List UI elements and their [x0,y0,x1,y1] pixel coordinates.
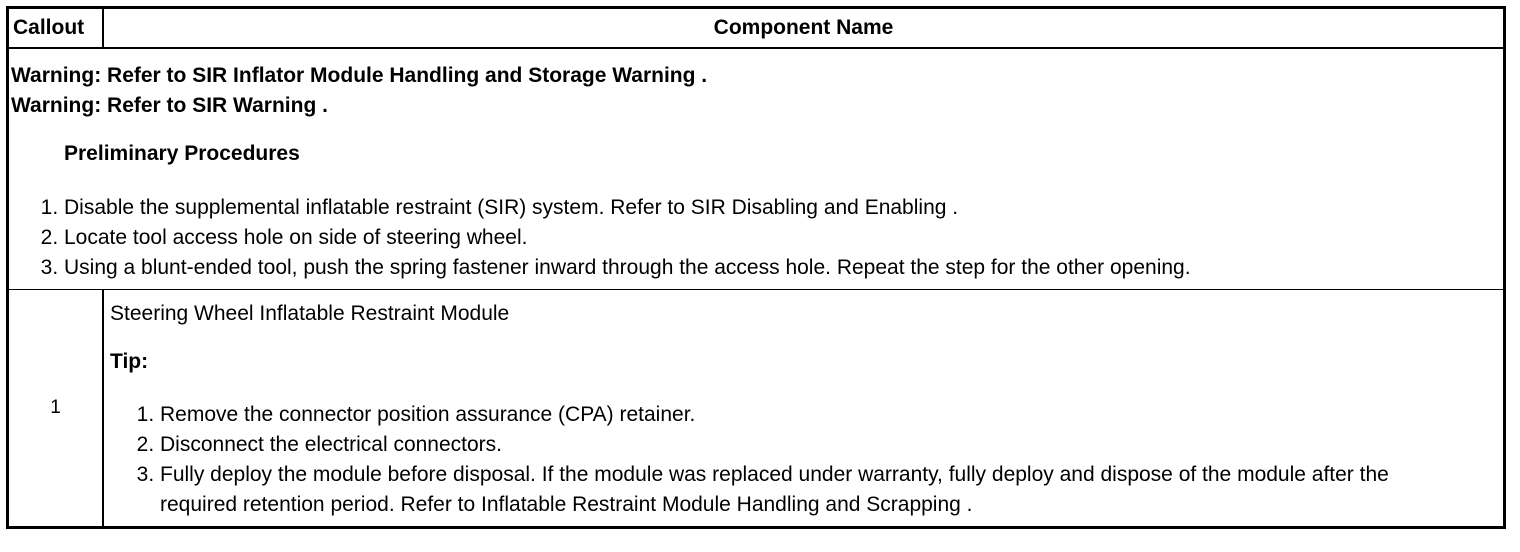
tip-step: 2. Disconnect the electrical connectors. [160,430,1463,460]
callout-number: 1 [9,290,103,527]
table-header-row [9,9,1503,48]
component-table [9,9,1503,526]
warning-inflator-handling: Warning: Refer to SIR Inflator Module Handling and Storage Warning . [11,64,708,87]
tip-steps-list [110,400,1503,520]
procedure-table [6,6,1506,529]
table-row [9,290,1503,527]
preliminary-step: 2. Locate tool access hole on side of steering wheel. [64,223,1503,253]
warning-cell [9,48,1503,290]
callout-column-header: Callout [9,9,103,48]
warning-row [9,48,1503,290]
component-cell [103,290,1503,527]
tip-step: 3. Fully deploy the module before disposal. If the module was replaced under warranty, fully deploy and dispose of the module after the required retention period. Refer to Inflatable Restraint Module Handling and Scrapping . [160,460,1463,520]
preliminary-procedures-title: Preliminary Procedures [64,142,300,165]
preliminary-step: 3. Using a blunt-ended tool, push the spring fastener inward through the access hole. Repeat the step for the other opening. [64,253,1503,283]
preliminary-steps-list [11,193,1503,283]
warning-sir: Warning: Refer to SIR Warning . [11,94,328,117]
component-name: Steering Wheel Inflatable Restraint Module [110,302,510,325]
tip-label: Tip: [110,350,149,373]
tip-step: 1. Remove the connector position assurance (CPA) retainer. [160,400,1463,430]
component-name-column-header: Component Name [103,9,1503,48]
preliminary-step: 1. Disable the supplemental inflatable restraint (SIR) system. Refer to SIR Disabling and Enabling . [64,193,1503,223]
